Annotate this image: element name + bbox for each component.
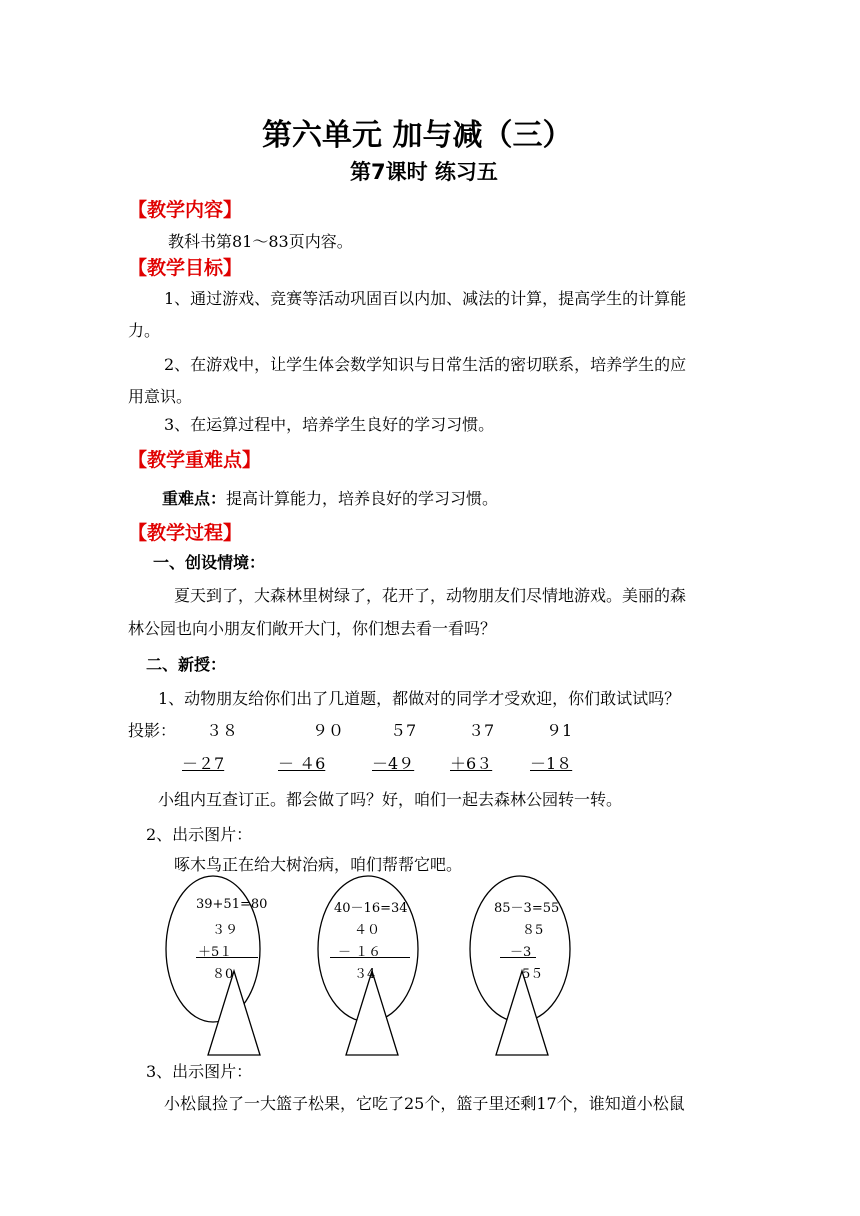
- goal-line: 3、在运算过程中，培养学生良好的学习习惯。: [164, 415, 495, 434]
- goal-line: 2、在游戏中，让学生体会数学知识与日常生活的密切联系，培养学生的应: [164, 355, 687, 374]
- tree-result: 5５: [522, 967, 544, 982]
- content-text: 教科书第81～83页内容。: [168, 232, 353, 251]
- problem-bottom: － ４6: [278, 754, 326, 773]
- key-points-line: [162, 486, 498, 509]
- tree-operand: －3: [510, 945, 532, 960]
- tree-sum-line: [196, 957, 258, 958]
- problem-bottom: －4９: [372, 754, 415, 773]
- section-heading-key-points: 【教学重难点】: [128, 449, 262, 471]
- tree-result: ３4: [354, 967, 376, 982]
- goal-line: 力。: [128, 321, 161, 340]
- section-heading-content: 【教学内容】: [128, 199, 243, 221]
- item3-text: 3、出示图片：: [146, 1062, 253, 1081]
- page-title: 第六单元 加与减（三）: [262, 118, 573, 153]
- part2-heading: 二、新授：: [146, 655, 227, 674]
- problem-bottom: －２7: [182, 754, 225, 773]
- tree-equation: 40－16=34: [334, 901, 408, 916]
- tree-top-number: ４０: [354, 923, 381, 938]
- problem-bottom: ＋6３: [450, 754, 493, 773]
- item1-text: 1、动物朋友给你们出了几道题，都做对的同学才受欢迎，你们敢试试吗？: [158, 689, 681, 708]
- tree-sum-line: [500, 957, 536, 958]
- tree-operand: ＋5１: [198, 945, 233, 960]
- lesson-subtitle: 第7课时 练习五: [350, 160, 498, 184]
- key-points-text: 提高计算能力，培养良好的学习习惯。: [226, 489, 499, 508]
- item3-description: 小松鼠捡了一大篮子松果，它吃了25个，篮子里还剩17个，谁知道小松鼠: [164, 1094, 685, 1113]
- problem-top: ９1: [546, 721, 573, 740]
- part1-line: 林公园也向小朋友们敞开大门，你们想去看一看吗？: [128, 619, 497, 638]
- tree-equation: 85－3=55: [494, 901, 560, 916]
- section-heading-process: 【教学过程】: [128, 522, 243, 544]
- problem-top: ９０: [312, 721, 345, 740]
- problem-top: ５7: [390, 721, 417, 740]
- check-text: 小组内互查订正。都会做了吗？好，咱们一起去森林公园转一转。: [158, 790, 623, 809]
- tree-result: ８0: [212, 967, 234, 982]
- tree-operand: － １６: [338, 945, 382, 960]
- part1-heading: 一、创设情境：: [153, 553, 266, 572]
- problem-top: ３８: [206, 721, 239, 740]
- part1-line: 夏天到了，大森林里树绿了，花开了，动物朋友们尽情地游戏。美丽的森: [174, 586, 687, 605]
- tree-top-number: ３９: [212, 923, 239, 938]
- problem-top: ３7: [468, 721, 495, 740]
- goal-line: 用意识。: [128, 387, 193, 406]
- tree-top-number: ８5: [522, 923, 544, 938]
- section-heading-goals: 【教学目标】: [128, 257, 243, 279]
- item2-text: 2、出示图片：: [146, 825, 253, 844]
- projection-label: 投影：: [128, 721, 177, 740]
- problem-bottom: －1８: [530, 754, 573, 773]
- key-points-label: 重难点：: [162, 489, 227, 508]
- tree-equation: 39+51=80: [196, 897, 268, 912]
- item2-description: 啄木鸟正在给大树治病，咱们帮帮它吧。: [174, 855, 463, 874]
- tree-sum-line: [330, 957, 410, 958]
- goal-line: 1、通过游戏、竞赛等活动巩固百以内加、减法的计算，提高学生的计算能: [164, 289, 687, 308]
